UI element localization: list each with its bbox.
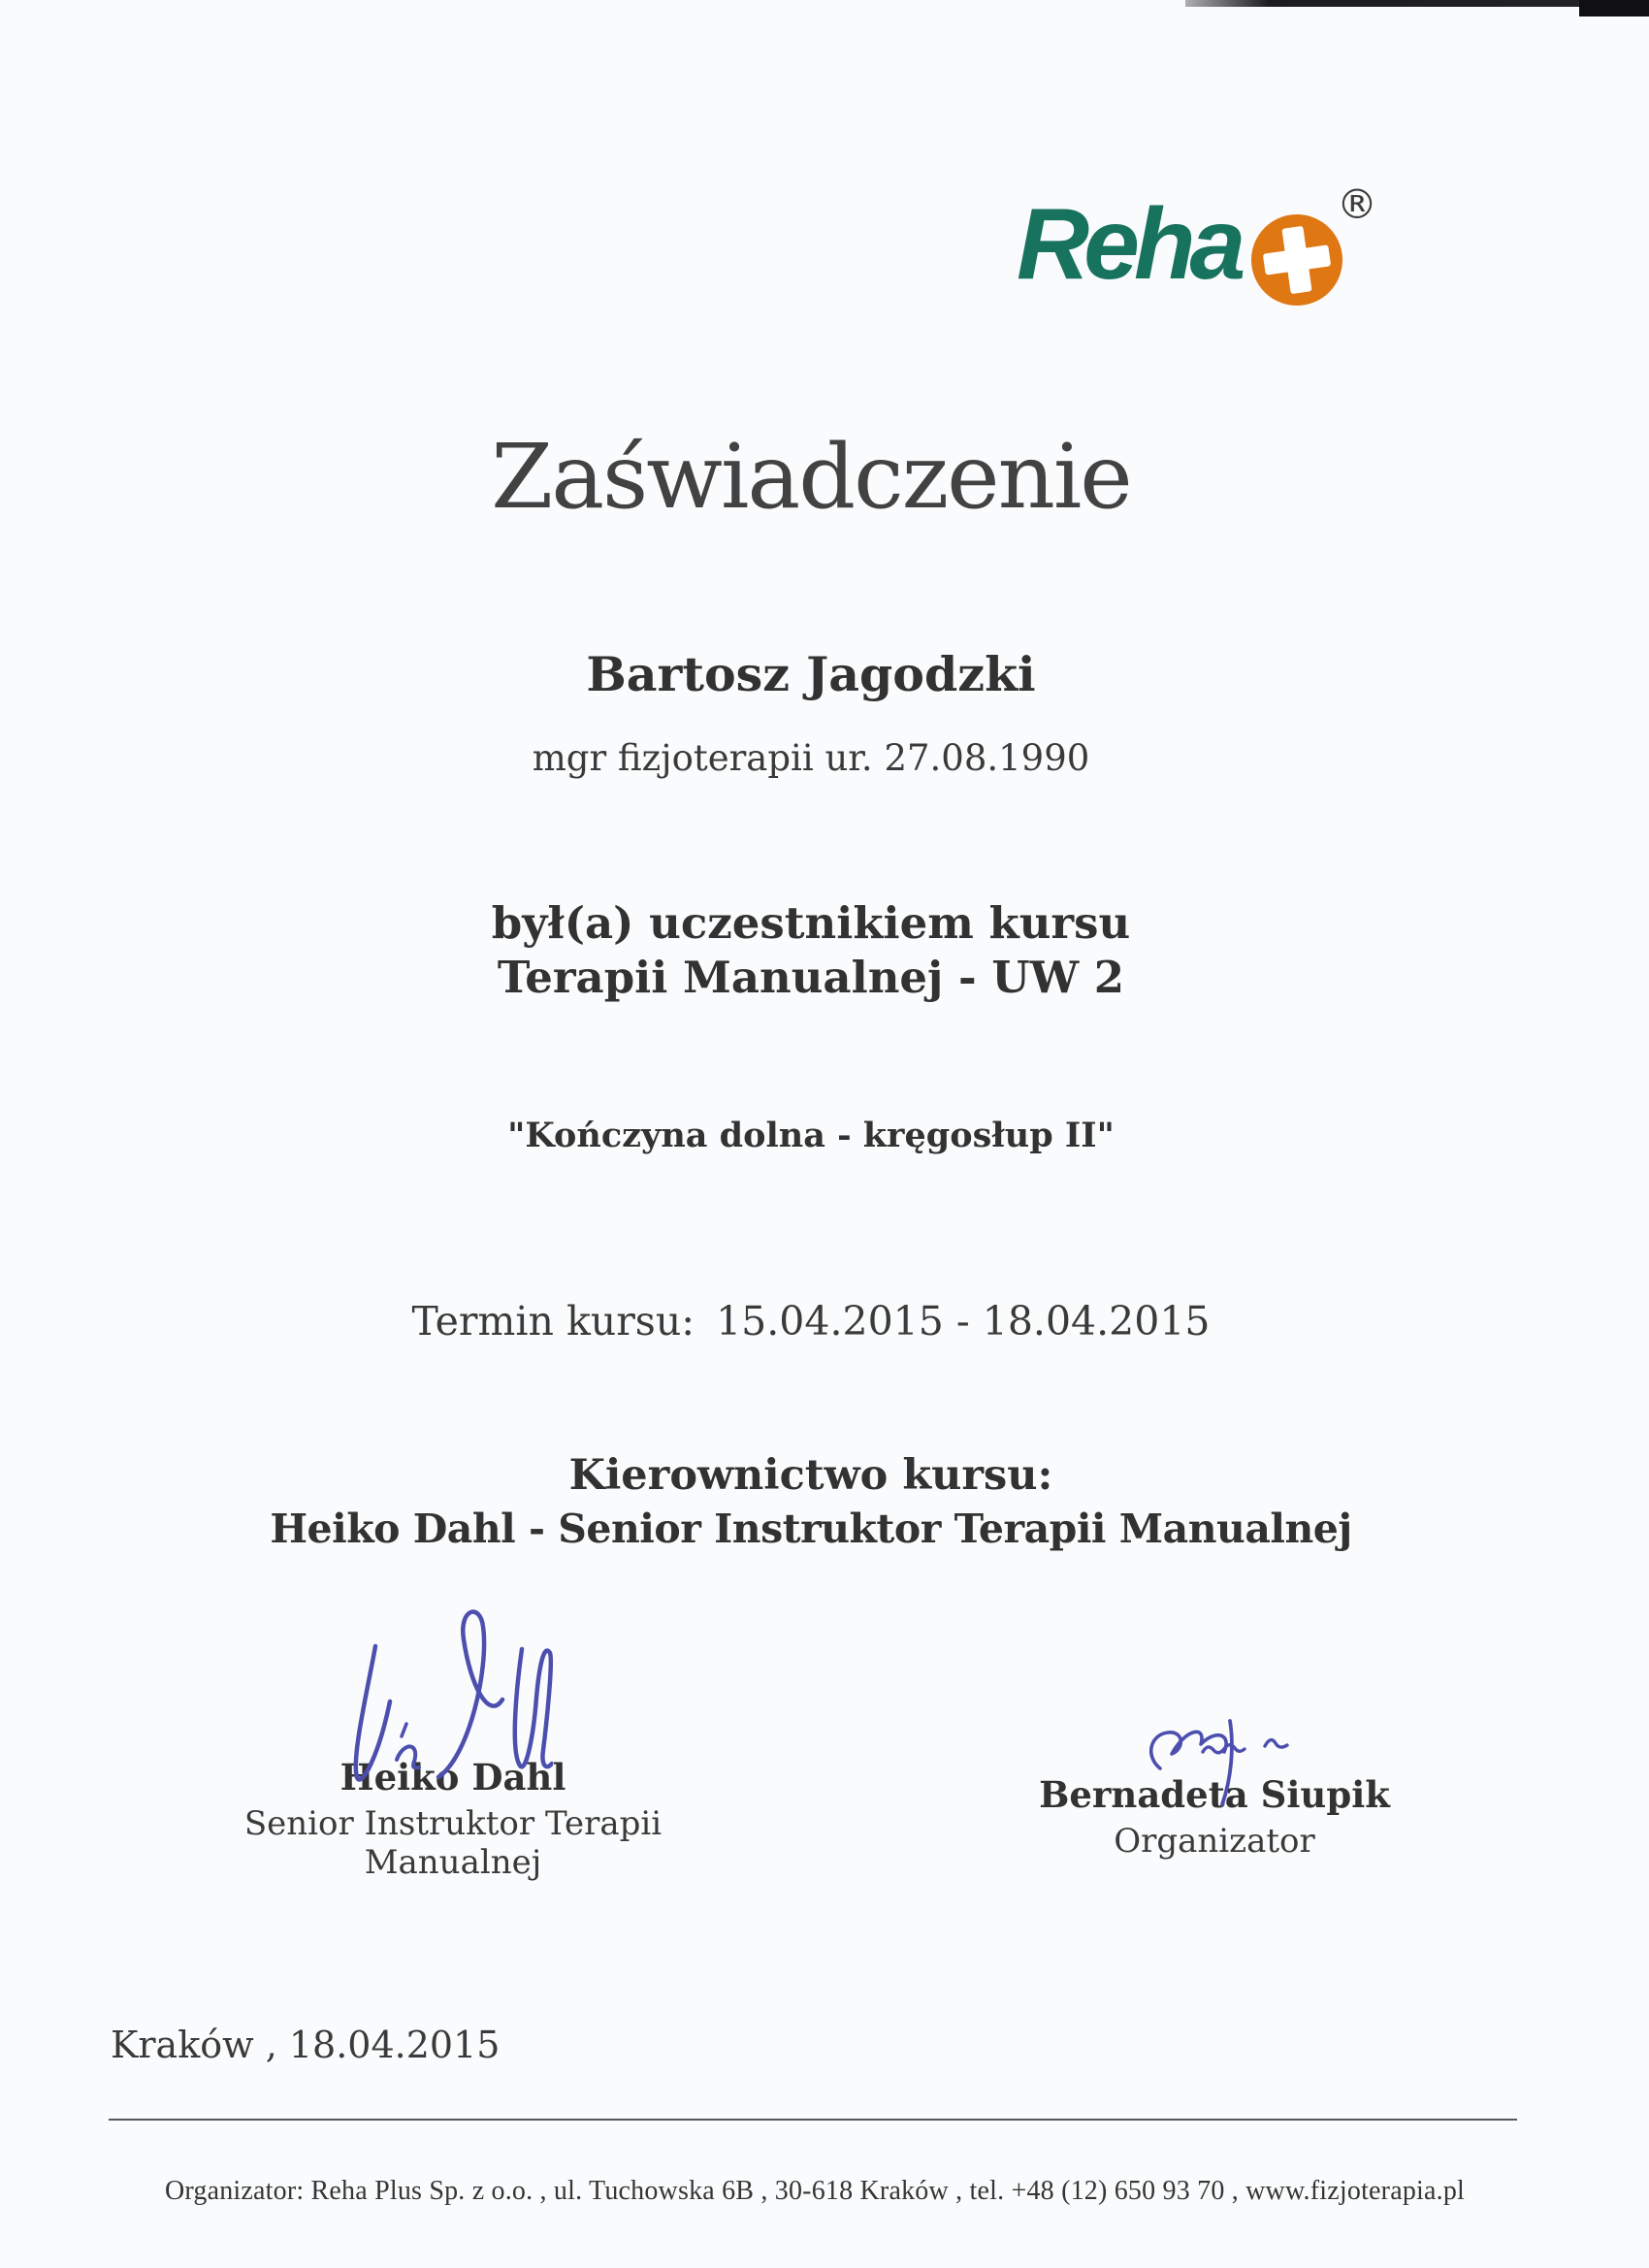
recipient-name: Bartosz Jagodzki bbox=[586, 646, 1036, 702]
course-name: Terapii Manualnej - UW 2 bbox=[497, 952, 1125, 1003]
course-term-dates: 15.04.2015 - 18.04.2015 bbox=[716, 1298, 1211, 1345]
recipient-details: mgr fizjoterapii ur. 27.08.1990 bbox=[532, 737, 1090, 779]
course-term-label: Termin kursu: bbox=[411, 1298, 695, 1345]
management-heading: Kierownictwo kursu: bbox=[568, 1451, 1053, 1500]
participation-statement bbox=[0, 896, 1635, 1005]
course-term bbox=[0, 1298, 1635, 1345]
scan-artifact-corner bbox=[1579, 0, 1649, 16]
participation-line: był(a) uczestnikiem kursu bbox=[491, 897, 1131, 949]
place-and-date: Kraków , 18.04.2015 bbox=[111, 2024, 501, 2066]
management-instructor-line: Heiko Dahl - Senior Instruktor Terapii Manualnej bbox=[270, 1506, 1352, 1552]
bernadeta-siupik-signature-ink bbox=[1143, 1715, 1295, 1811]
signatory-right-name: Bernadeta Siupik bbox=[1039, 1773, 1390, 1816]
signatory-right-title: Organizator bbox=[1114, 1822, 1315, 1861]
registered-trademark-icon: ® bbox=[1337, 180, 1377, 228]
organizer-footer: Organizator: Reha Plus Sp. z o.o. , ul. Tuchowska 6B , 30-618 Kraków , tel. +48 (12) 650 93 70 , www.fizjoterapia.pl bbox=[164, 2176, 1466, 2206]
footer-divider-line bbox=[109, 2119, 1517, 2121]
plus-icon-cross bbox=[1245, 209, 1348, 311]
certificate-title: Zaświadczenie bbox=[491, 425, 1131, 529]
signatory-left-name: Heiko Dahl bbox=[340, 1756, 566, 1798]
heiko-dahl-signature-ink bbox=[341, 1593, 553, 1795]
plus-icon bbox=[1251, 214, 1342, 306]
logo-wordmark: Reha bbox=[1017, 188, 1241, 301]
signatory-left-title: Senior Instruktor Terapii Manualnej bbox=[243, 1804, 663, 1882]
course-subtitle: "Kończyna dolna - kręgosłup II" bbox=[507, 1116, 1115, 1155]
